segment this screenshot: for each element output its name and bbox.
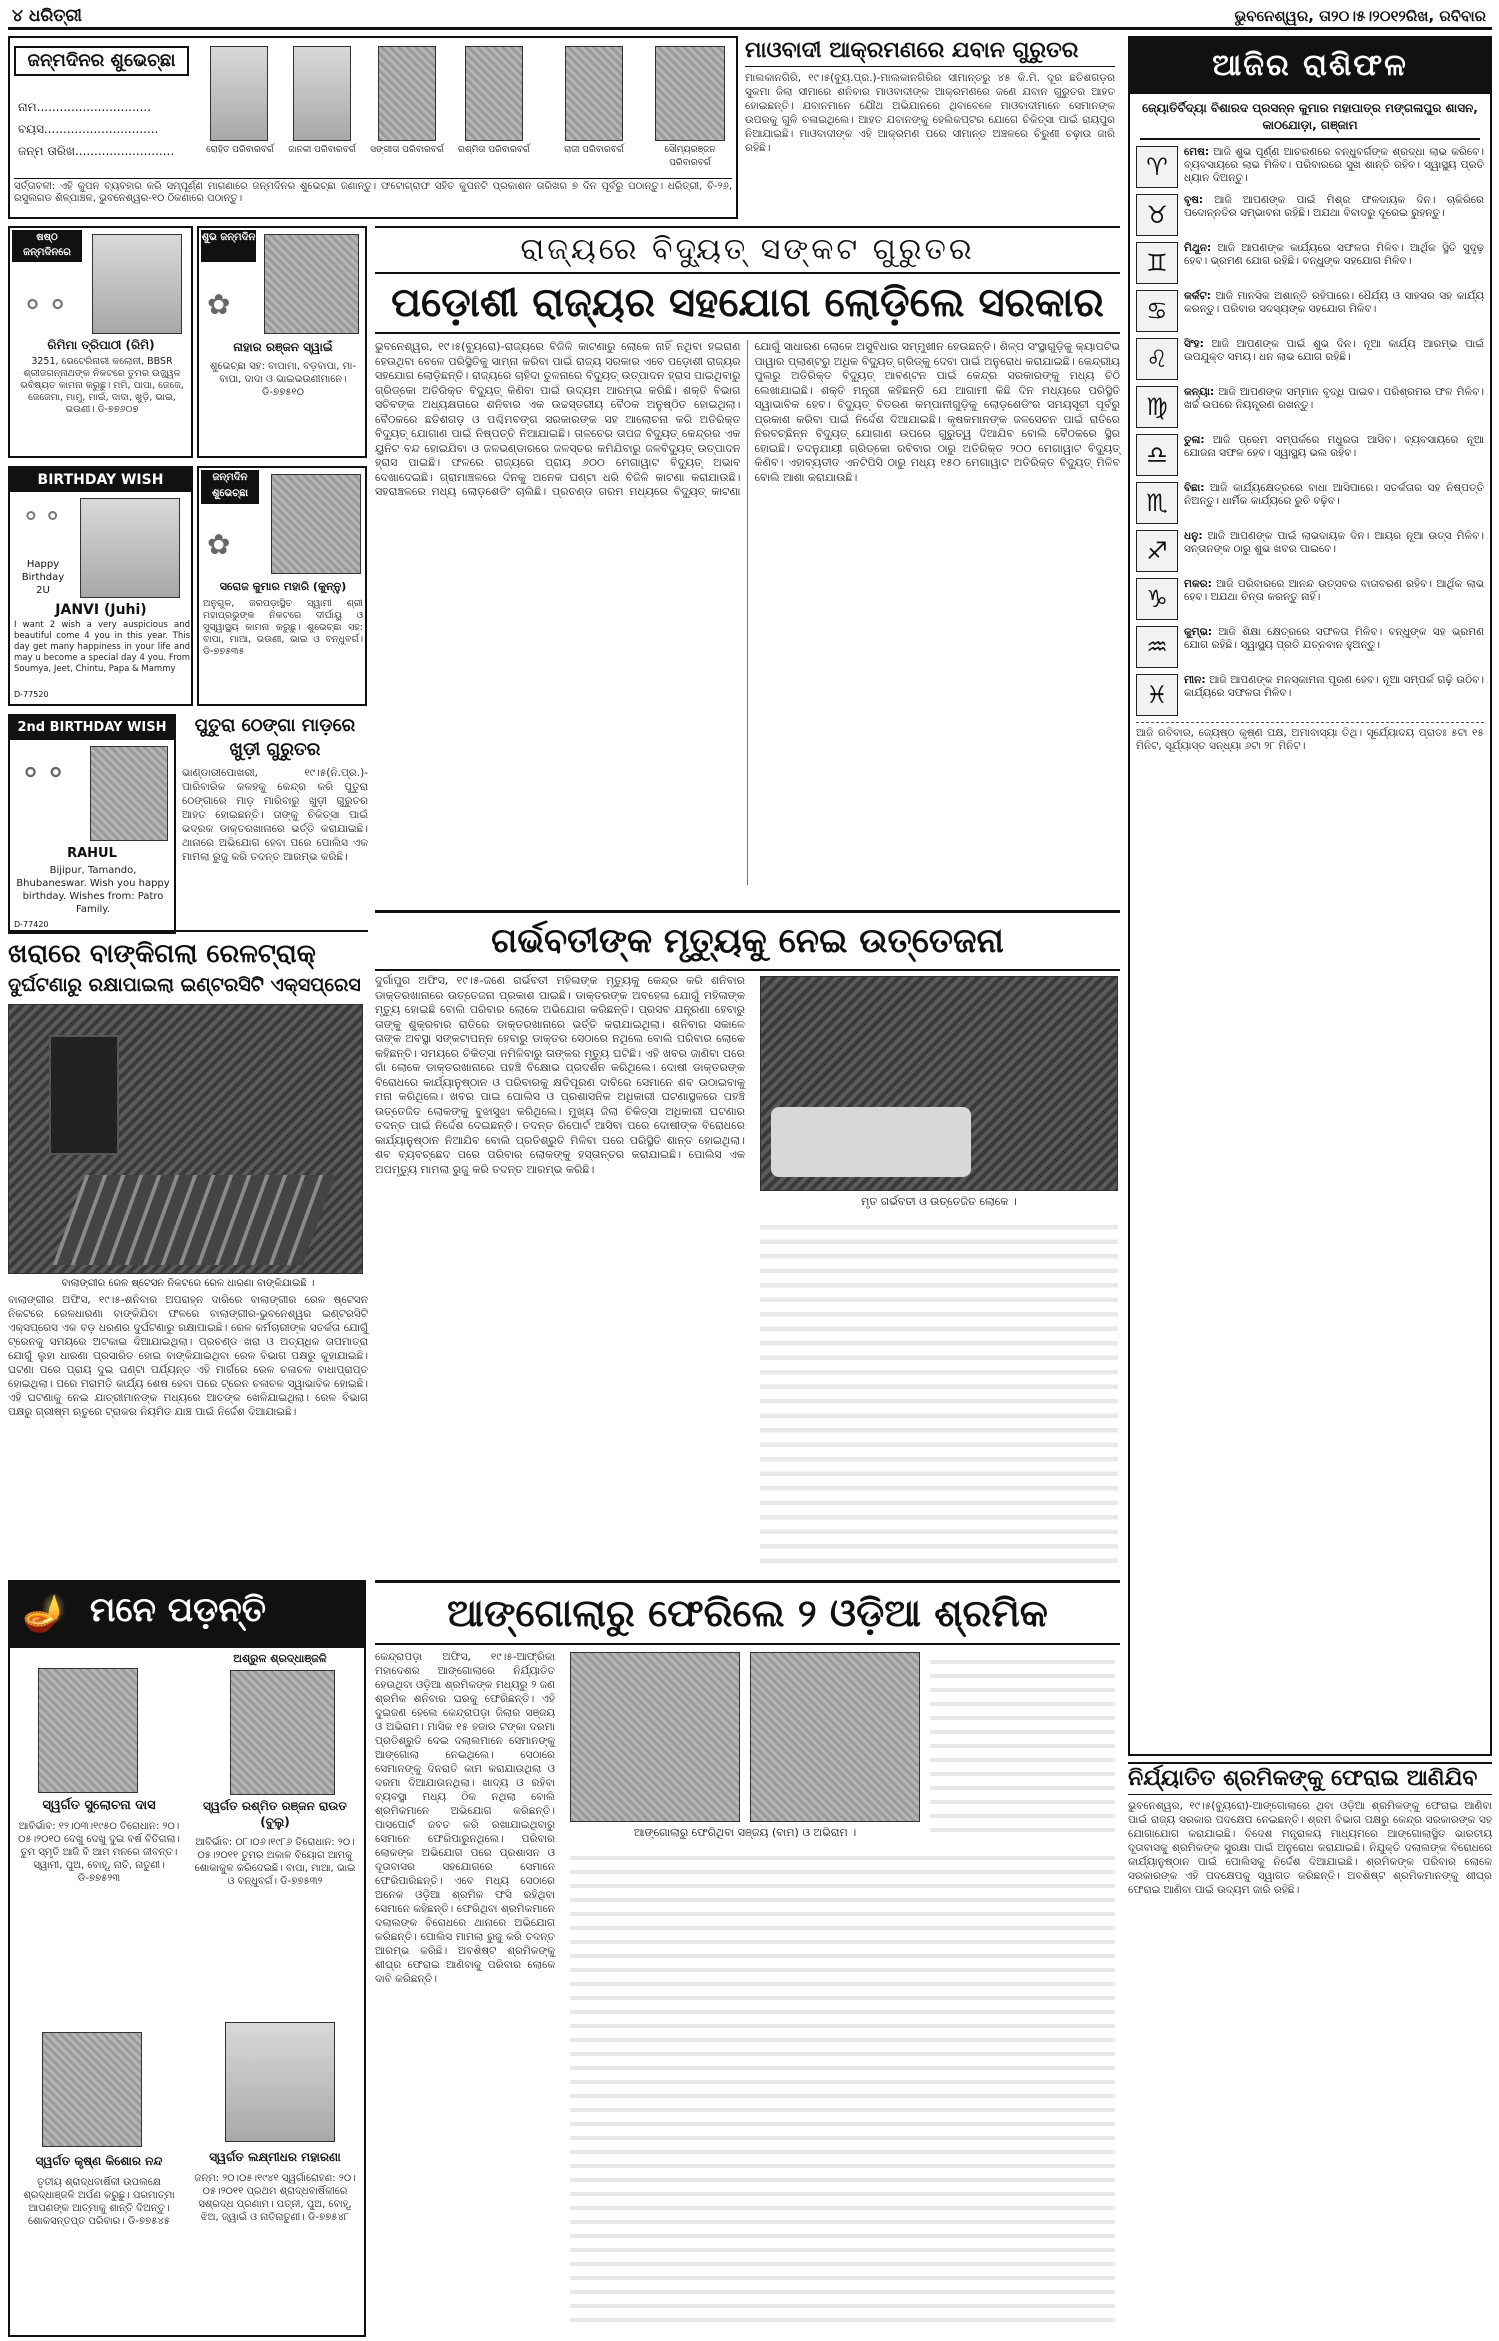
- workers-headline: ନିର୍ଯ୍ୟାତିତ ଶ୍ରମିକଙ୍କୁ ଫେରାଇ ଆଣିଯିବ: [1128, 1762, 1492, 1795]
- sign-name: ଧନୁ:: [1184, 530, 1203, 542]
- ad-name: ରିମିମା ତ୍ରିପାଠୀ (ରିମି): [47, 338, 155, 352]
- coupon-caption: ସୌମ୍ୟରଞ୍ଜନ ପରିବାରବର୍ଗ: [664, 145, 716, 168]
- sagittarius-icon: ♐: [1136, 530, 1178, 572]
- sign-name: କର୍କଟ:: [1184, 290, 1211, 302]
- rail-subheadline: ଦୁର୍ଘଟଣାରୁ ରକ୍ଷାପାଇଲା ଇଣ୍ଟରସିଟି ଏକ୍ସପ୍ରେସ: [8, 974, 361, 996]
- memorial-label: ଅଶ୍ରୁଳ ଶ୍ରଦ୍ଧାଞ୍ଜଳି: [233, 1652, 327, 1665]
- ad-janvi: [8, 466, 193, 706]
- angola-photo-caption: ଆଙ୍ଗୋଲାରୁ ଫେରିଥିବା ସଞ୍ଜୟ (ବାମ) ଓ ଅଭିରାମ ।: [633, 1826, 857, 1839]
- capricorn-icon: ♑: [1136, 578, 1178, 620]
- memorial-name: ସ୍ୱର୍ଗତ ସୁଲୋଚନା ଦାସ: [42, 1798, 156, 1813]
- sign-name: ମେଷ:: [1184, 146, 1210, 158]
- sign-name: ତୁଳା:: [1184, 434, 1205, 446]
- coupon-photo: [565, 46, 623, 141]
- ad-title: 2nd BIRTHDAY WISH: [10, 716, 174, 740]
- balloons-icon: ⚬⚬: [20, 288, 71, 323]
- angola-headline: ଆଙ୍ଗୋଲାରୁ ଫେରିଲେ ୨ ଓଡ଼ିଆ ଶ୍ରମିକ: [375, 1580, 1120, 1645]
- virgo-icon: ♍: [1136, 386, 1178, 428]
- sign-libra: [1136, 434, 1484, 476]
- page-label: ୪ ଧରିତ୍ରୀ: [12, 6, 82, 26]
- rail-body: ବାଲାଙ୍ଗୀର ଅଫିସ, ୧୯।୫-ଶନିବାର ଅପରାହ୍ନ ଦାରିରେ ବାଲାଙ୍ଗୀର ରେଳ ଷ୍ଟେସନ ନିକଟରେ ରେଳଧାରଣା ବାଙ୍କିଯିବା ଫଳରେ ବାଲାଙ୍ଗୀର-ଭୁବନେଶ୍ୱର ଇଣ୍ଟରସିଟି ଏକ୍ସପ୍ରେସ ଏକ ବଡ଼ ଧରଣର ଦୁର୍ଘଟଣାରୁ ରକ୍ଷାପାଇଛି। ରେଳ କର୍ମଚାରୀଙ୍କ ସତର୍କତା ଯୋଗୁଁ ଟ୍ରେନକୁ ସମୟରେ ଅଟକାଇ ଦିଆଯାଇଥିଲା। ପ୍ରଚଣ୍ଡ ଖରା ଓ ଅତ୍ୟଧିକ ତାପମାତ୍ରା ଯୋଗୁଁ ଲୁହା ଧାରଣା ପ୍ରସାରିତ ହୋଇ ବାଙ୍କିଯାଇଥିବା ରେଳ ବିଭାଗ ପକ୍ଷରୁ କୁହାଯାଇଛି। ଘଟଣା ପରେ ପ୍ରାୟ ଦୁଇ ଘଣ୍ଟା ପର୍ଯ୍ୟନ୍ତ ଏହି ମାର୍ଗରେ ରେଳ ଚଳାଚଳ ବାଧାପ୍ରାପ୍ତ ହୋଇଥିଲା। ପରେ ମରାମତି କାର୍ଯ୍ୟ ଶେଷ ହେବା ପରେ ଟ୍ରେନ ଚଳାଚଳ ସ୍ୱାଭାବିକ ହୋଇଛି। ଏହି ଘଟଣାକୁ ନେଇ ଯାତ୍ରୀମାନଙ୍କ ମଧ୍ୟରେ ଆତଙ୍କ ଖେଳିଯାଇଥିଲା। ରେଳ ବିଭାଗ ପକ୍ଷରୁ ଗ୍ରୀଷ୍ମ ଋତୁରେ ଟ୍ରାକର ନିୟମିତ ଯାଞ୍ଚ ପାଇଁ ନିର୍ଦ୍ଦେଶ ଦିଆଯାଇଛି।: [8, 1294, 368, 1418]
- ad-photo: [264, 234, 359, 334]
- horoscope-title: ଆଜିର ରାଶିଫଳ: [1130, 38, 1490, 94]
- coupon-photo: [293, 46, 351, 141]
- angola-body-right: [930, 1650, 1115, 1840]
- maoist-story: [745, 36, 1115, 226]
- angola-photo-left: [570, 1652, 740, 1822]
- sign-text: ଆଜି ପରିବାରରେ ଆନନ୍ଦ ଉତ୍ସବର ବାତାବରଣ ରହିବ। ଆର୍ଥିକ ଲାଭ ହେବ। ଅଯଥା ଚିନ୍ତା କରନ୍ତୁ ନାହିଁ।: [1184, 578, 1484, 603]
- rail-photo-caption: ବାଲାଙ୍ଗୀର ରେଳ ଷ୍ଟେସନ ନିକଟରେ ରେଳ ଧାରଣା ବାଙ୍କିଯାଇଛି ।: [61, 1278, 315, 1289]
- sign-text: ଆଜି ଶିକ୍ଷା କ୍ଷେତ୍ରରେ ସଫଳତା ମିଳିବ। ବନ୍ଧୁଙ୍କ ସହ ଭ୍ରମଣ ଯୋଗ ରହିଛି। ସ୍ୱାସ୍ଥ୍ୟ ପ୍ରତି ଯତ୍ନବାନ ହୁଅନ୍ତୁ।: [1184, 626, 1485, 651]
- coupon-form[interactable]: [18, 96, 193, 162]
- angola-story: [375, 1580, 1120, 2337]
- memorial-name: ସ୍ୱର୍ଗତ କୃଷ୍ଣ କିଶୋର ନନ୍ଦ: [35, 2154, 163, 2168]
- rail-story: [8, 930, 368, 1570]
- coupon-caption: ସଙ୍ଗୀତା ପରିବାରବର୍ଗ: [370, 145, 444, 155]
- ad-subtitle: Happy Birthday 2U: [21, 559, 65, 596]
- sign-text: ଆଜି ମାନସିକ ଅଶାନ୍ତି ରହିପାରେ। ଧୈର୍ଯ୍ୟ ଓ ସାହସର ସହ କାର୍ଯ୍ୟ କରନ୍ତୁ। ପରିବାର ସଦସ୍ୟଙ୍କ ସହଯୋଗ ମିଳିବ।: [1184, 290, 1484, 315]
- sign-name: ମୀନ:: [1184, 674, 1206, 686]
- memorial-photo: [225, 2022, 335, 2142]
- lamp-icon: 🪔: [22, 1593, 67, 1634]
- workers-story: [1128, 1762, 1492, 2337]
- memorial-text: ଜନ୍ମ: ୨୦।୦୫।୧୯୪୧ ସ୍ୱର୍ଗାରୋହଣ: ୨୦।୦୫।୨୦୧୧ ପ୍ରଥମ ଶ୍ରାଦ୍ଧବାର୍ଷିକୀରେ ସଶ୍ରଦ୍ଧ ପ୍ରଣାମ। ପତ୍ନୀ, ପୁଅ, ବୋହୂ, ଝିଅ, ଜ୍ୱାଇଁ ଓ ନାତିନାତୁଣୀ। ଡି-୭୭୫୪୮: [194, 2173, 356, 2223]
- ad-title: ଜନ୍ମଦିନ ଶୁଭେଚ୍ଛା: [201, 470, 259, 504]
- ad-saroj: [197, 466, 367, 706]
- sign-name: ବୃଷ:: [1184, 194, 1204, 206]
- sign-text: ଆଜି ଆପଣଙ୍କ ସମ୍ମାନ ବୃଦ୍ଧି ପାଇବ। ପରିଶ୍ରମର ଫଳ ମିଳିବ। ଖର୍ଚ୍ଚ ଉପରେ ନିୟନ୍ତ୍ରଣ ରଖନ୍ତୁ।: [1184, 386, 1484, 411]
- ad-name: RAHUL: [67, 846, 117, 861]
- pisces-icon: ♓: [1136, 674, 1178, 716]
- memorial-section: [8, 1580, 366, 2337]
- balloons-icon: ⚬⚬: [18, 756, 69, 791]
- ad-photo: [80, 498, 180, 598]
- ad-name: ସରୋଜ କୁମାର ମହାରି (କୁନ୍ନୁ): [219, 580, 347, 593]
- sign-name: କୁମ୍ଭ:: [1184, 626, 1213, 638]
- memorial-name: ସ୍ୱର୍ଗତ ଲକ୍ଷ୍ମୀଧର ମହାରଣା: [209, 2150, 341, 2164]
- angola-body-lower: [570, 1846, 1115, 2330]
- aries-icon: ♈: [1136, 146, 1178, 188]
- maoist-body: ମାଲକାନଗିରି, ୧୯।୫(ବ୍ୟୁ.ପ୍ର.)-ମାଲକାନଗିରିର ସୀମାନ୍ତରୁ ୪୫ କି.ମି. ଦୂର ଛତିଶଗଡ଼ର ସୁକମା ଜିଲା ସୀମାରେ ଶନିବାର ମାଓବାଦୀଙ୍କ ଆକ୍ରମଣରେ ଜଣେ ଯବାନ ଗୁରୁତର ଆହତ ହୋଇଛନ୍ତି। ଯବାନମାନେ ଯୌଥ ଅଭିଯାନରେ ଥିବାବେଳେ ମାଓବାଦୀମାନେ ସେମାନଙ୍କ ଉପରକୁ ଗୁଳି ଚଳାଇଥିଲେ। ଆହତ ଯବାନଙ୍କୁ ହେଲିକପ୍ଟର ଯୋଗେ ଚିକିତ୍ସା ପାଇଁ ରାୟପୁର ନିଆଯାଇଛି। ମାଓବାଦୀଙ୍କ ଏହି ଆକ୍ରମଣ ପରେ ସୀମାନ୍ତ ଅଞ୍ଚଳରେ ଚିରୁଣୀ ଚଢ଼ାଉ ଜାରି ରହିଛି।: [745, 72, 1115, 154]
- horoscope-byline: ଜ୍ୟୋତିର୍ବିଦ୍ୟା ବିଶାରଦ ପ୍ରସନ୍ନ କୁମାର ମହାପାତ୍ର ମଙ୍ଗଳାପୁର ଶାସନ, କାଠଯୋଡ଼ା, ଗଞ୍ଜାମ: [1140, 100, 1480, 140]
- ad-title: ଶୁଭ ଜନ୍ମଦିନ: [201, 230, 256, 262]
- coupon-caption: ରାଜୀ ପରିବାରବର୍ଗ: [564, 145, 624, 155]
- sign-name: ମିଥୁନ:: [1184, 242, 1212, 254]
- train-icon: [49, 1035, 119, 1155]
- sign-aries: [1136, 146, 1484, 188]
- sign-pisces: [1136, 674, 1484, 716]
- memorial-text: ତୃତୀୟ ଶ୍ରାଦ୍ଧବାର୍ଷିକୀ ଉପଲକ୍ଷେ ଶ୍ରଦ୍ଧାଞ୍ଜଳି ଅର୍ପଣ କରୁଛୁ। ପରମାତ୍ମା ଆପଣଙ୍କ ଆତ୍ମାକୁ ଶାନ୍ତି ଦିଅନ୍ତୁ। ଶୋକସନ୍ତପ୍ତ ପରିବାର। ଡି-୭୭୫୪୫: [23, 2177, 175, 2227]
- taurus-icon: ♉: [1136, 194, 1178, 236]
- libra-icon: ♎: [1136, 434, 1178, 476]
- story-headline: ପୁତୁରା ଠେଙ୍ଗା ମାଡ଼ରେ ଖୁଡ଼ୀ ଗୁରୁତର: [194, 715, 356, 760]
- lead-story: [375, 226, 1120, 896]
- lead-body: ଭୁବନେଶ୍ୱର, ୧୯।୫(ବ୍ୟୁରୋ)-ରାଜ୍ୟରେ ବିଜିଳି କାଟଣାରୁ ଲୋକେ ନାହିଁ ନଥିବା ହଇରାଣ ହେଉଥିବା ବେଳେ ପରିସ୍ଥିତିକୁ ସାମ୍ନା କରିବା ପାଇଁ ରାଜ୍ୟ ସରକାର ଏବେ ପଡ଼ୋଶୀ ରାଜ୍ୟର ସହଯୋଗ ଲୋଡ଼ିଛନ୍ତି। ରାଜ୍ୟରେ ଚାହିଦା ତୁଳନାରେ ବିଦ୍ୟୁତ୍ ଉତ୍ପାଦନ ହ୍ରାସ ପାଇଥିବାରୁ ଗ୍ରିଡ୍କୋ ଅତିରିକ୍ତ ବିଦ୍ୟୁତ୍ କିଣିବା ପାଇଁ ଉଦ୍ୟମ ଆରମ୍ଭ କରିଛି। ଶକ୍ତି ବିଭାଗ ସଚିବଙ୍କ ଅଧ୍ୟକ୍ଷତାରେ ଶନିବାର ଏକ ଉଚ୍ଚସ୍ତରୀୟ ବୈଠକ ଅନୁଷ୍ଠିତ ହୋଇଥିଲା। ବୈଠକରେ ଛତିଶଗଡ଼ ଓ ପଶ୍ଚିମବଙ୍ଗ ସରକାରଙ୍କ ସହ ଆଲୋଚନା କରି ଅତିରିକ୍ତ ବିଦ୍ୟୁତ୍ ଯୋଗାଣ ପାଇଁ ନିଷ୍ପତ୍ତି ନିଆଯାଇଛି। ତାଳଚେର ତାପଜ ବିଦ୍ୟୁତ୍ କେନ୍ଦ୍ରର ଏକ ୟୁନିଟ ବନ୍ଦ ହୋଇଯିବା ଓ ଜଳଭଣ୍ଡାରରେ ଜଳସ୍ତର କମିଯିବାରୁ ଜଳବିଦ୍ୟୁତ୍ ଉତ୍ପାଦନ ହ୍ରାସ ପାଇଛି। ଫଳରେ ରାଜ୍ୟରେ ପ୍ରାୟ ୬୦୦ ମେଗାୱାଟ ବିଦ୍ୟୁତ୍ ଅଭାବ ଦେଖାଦେଇଛି। ଗ୍ରାମାଞ୍ଚଳରେ ଦିନକୁ ଅନେକ ଘଣ୍ଟା ଧରି ବିଜିଳି କାଟଣା କରାଯାଉଛି। ସହରାଞ୍ଚଳରେ ମଧ୍ୟ ଲୋଡ଼ଶେଡିଂ ଚାଲିଛି। ପ୍ରଚଣ୍ଡ ଗରମ ମଧ୍ୟରେ ବିଦ୍ୟୁତ୍ କାଟଣା ଯୋଗୁଁ ସାଧାରଣ ଲୋକେ ଅସୁବିଧାର ସମ୍ମୁଖୀନ ହେଉଛନ୍ତି। ଶିଳ୍ପ ସଂସ୍ଥାଗୁଡ଼ିକୁ କ୍ୟାପଟିଭ ପାୱାର ପ୍ଲାଣ୍ଟରୁ ଅଧିକ ବିଦ୍ୟୁତ୍ ଗ୍ରିଡ୍କୁ ଦେବା ପାଇଁ ଅନୁରୋଧ କରାଯାଇଛି। କେନ୍ଦ୍ରୀୟ ପୁଲରୁ ଅତିରିକ୍ତ ବିଦ୍ୟୁତ୍ ଆବଣ୍ଟନ ପାଇଁ କେନ୍ଦ୍ର ସରକାରଙ୍କୁ ମଧ୍ୟ ଚିଠି ଲେଖାଯାଇଛି। ଶକ୍ତି ମନ୍ତ୍ରୀ କହିଛନ୍ତି ଯେ ଆଗାମୀ କିଛି ଦିନ ମଧ୍ୟରେ ପରିସ୍ଥିତି ସ୍ୱାଭାବିକ ହେବ। ବିଦ୍ୟୁତ୍ ବିତରଣ କମ୍ପାନୀଗୁଡ଼ିକୁ ଲୋଡ଼ଶେଡିଂର ସମୟସୂଚୀ ପୂର୍ବରୁ ପ୍ରକାଶ କରିବା ପାଇଁ ନିର୍ଦ୍ଦେଶ ଦିଆଯାଇଛି। କୃଷକମାନଙ୍କ ଜଳସେଚନ ପାଇଁ ରାତିରେ ନିରବଚ୍ଛିନ୍ନ ବିଦ୍ୟୁତ୍ ଯୋଗାଣ ଉପରେ ଗୁରୁତ୍ୱ ଦିଆଯିବ ବୋଲି ବୈଠକରେ ସ୍ଥିର ହୋଇଛି। ତଦନୁଯାୟୀ ଗ୍ରିଡ୍କୋ ରବିବାର ଠାରୁ ଅତିରିକ୍ତ ୨୦୦ ମେଗାୱାଟ ବିଦ୍ୟୁତ୍ କିଣିବ। ଏହାବ୍ୟତୀତ ଏନଟିପିସି ଠାରୁ ମଧ୍ୟ ୧୫୦ ମେଗାୱାଟ ଅତିରିକ୍ତ ବିଦ୍ୟୁତ୍ ମିଳିବ ବୋଲି ଆଶା କରାଯାଉଛି।: [375, 340, 1120, 498]
- sign-aquarius: [1136, 626, 1484, 668]
- memorial-text: ଆବିର୍ଭାବ: ୧୨।୦୩।୧୯୫୦ ତିରୋଧାନ: ୨୦।୦୫।୨୦୧୦ ଦେଖୁ ଦେଖୁ ଦୁଇ ବର୍ଷ ବିତିଗଲା। ତୁମ ସ୍ମୃତି ଆଜି ବି ଆମ ମନରେ ଜୀବନ୍ତ। ସ୍ୱାମୀ, ପୁଅ, ବୋହୂ, ନାତି, ନାତୁଣୀ। ଡି-୭୭୫୨୩: [18, 1821, 180, 1884]
- ad-text: Bijipur, Tamando, Bhubaneswar. Wish you happy birthday. Wishes from: Patro Family.: [16, 865, 170, 915]
- page-header: [8, 4, 1492, 30]
- sign-text: ଆଜି କାର୍ଯ୍ୟକ୍ଷେତ୍ରରେ ବାଧା ଆସିପାରେ। ସତର୍କତାର ସହ ନିଷ୍ପତ୍ତି ନିଅନ୍ତୁ। ଧାର୍ମିକ କାର୍ଯ୍ୟରେ ରୁଚି ବଢ଼ିବ।: [1184, 482, 1484, 507]
- coupon-form-dob[interactable]: ଜନ୍ମ ତାରିଖ..........................: [18, 144, 175, 158]
- ad-text: 3251, ଭେଟେରିନାରୀ କଲୋନୀ, BBSR ଶ୍ରୀଜଗନ୍ନାଥଙ୍କ ନିକଟରେ ତୁମର ଉଜ୍ଜ୍ୱଳ ଭବିଷ୍ୟତ କାମନା କରୁଛୁ। ମମି, ପାପା, ଜେଜେ, ଜେଜେମା, ମାମୁ, ମାଇଁ, ଦାଦା, ଖୁଡ଼ି, ଭାଇ, ଭଉଣୀ। ଡି-୭୭୬୦୭: [20, 356, 184, 415]
- ad-title: BIRTHDAY WISH: [10, 468, 191, 492]
- maternal-body-right: [760, 1215, 1118, 1565]
- divider: [1136, 722, 1484, 723]
- coupon-title: ଜନ୍ମଦିନର ଶୁଭେଚ୍ଛା: [14, 46, 189, 76]
- maternal-body-left: ଦୁର୍ଗାପୁର ଅଫିସ, ୧୯।୫-ଜଣେ ଗର୍ଭବତୀ ମହିଳାଙ୍କ ମୃତ୍ୟୁକୁ କେନ୍ଦ୍ର କରି ଶନିବାର ଡାକ୍ତରଖାନାରେ ଉତ୍ତେଜନା ପ୍ରକାଶ ପାଇଛି। ଡାକ୍ତରଙ୍କ ଅବହେଳା ଯୋଗୁଁ ମହିଳାଙ୍କ ମୃତ୍ୟୁ ହୋଇଛି ବୋଲି ପରିବାର ଲୋକେ ଅଭିଯୋଗ କରିଛନ୍ତି। ପ୍ରସବ ଯନ୍ତ୍ରଣା ହେବାରୁ ତାଙ୍କୁ ଶୁକ୍ରବାର ରାତିରେ ଡାକ୍ତରଖାନାରେ ଭର୍ତ୍ତି କରାଯାଇଥିଲା। ଶନିବାର ସକାଳେ ତାଙ୍କ ଅବସ୍ଥା ସଙ୍କଟାପନ୍ନ ହେବାରୁ ଡାକ୍ତର ସେଠାରେ ନଥିଲେ ବୋଲି ପରିବାର ଲୋକେ କହିଛନ୍ତି। ସମୟରେ ଚିକିତ୍ସା ନମିଳିବାରୁ ତାଙ୍କର ମୃତ୍ୟୁ ଘଟିଛି। ଏହି ଖବର ଜାଣିବା ପରେ ଗାଁ ଲୋକେ ଡାକ୍ତରଖାନାରେ ପହଞ୍ଚି ବିକ୍ଷୋଭ ପ୍ରଦର୍ଶନ କରିଥିଲେ। ଦୋଷୀ ଡାକ୍ତରଙ୍କ ବିରୋଧରେ କାର୍ଯ୍ୟାନୁଷ୍ଠାନ ଓ ପରିବାରକୁ କ୍ଷତିପୂରଣ ଦାବିରେ ସେମାନେ ଶବ ଉଠାଇବାକୁ ମନା କରିଥିଲେ। ଖବର ପାଇ ପୋଲିସ ଓ ପ୍ରଶାସନିକ ଅଧିକାରୀ ଘଟଣାସ୍ଥଳରେ ପହଞ୍ଚି ଉତ୍ତେଜିତ ଲୋକଙ୍କୁ ବୁଝାସୁଝା କରିଥିଲେ। ମୁଖ୍ୟ ଜିଲା ଚିକିତ୍ସା ଅଧିକାରୀ ଘଟଣାର ତଦନ୍ତ ପାଇଁ ନିର୍ଦ୍ଦେଶ ଦେଇଛନ୍ତି। ତଦନ୍ତ ରିପୋର୍ଟ ଆସିବା ପରେ ଦୋଷୀଙ୍କ ବିରୋଧରେ କାର୍ଯ୍ୟାନୁଷ୍ଠାନ ନିଆଯିବ ବୋଲି ପ୍ରତିଶ୍ରୁତି ମିଳିବା ପରେ ପରିସ୍ଥିତି ଶାନ୍ତ ହୋଇଥିଲା। ଶବ ବ୍ୟବଚ୍ଛେଦ ପରେ ପରିବାର ଲୋକଙ୍କୁ ହସ୍ତାନ୍ତର କରାଯାଇଛି। ପୋଲିସ ଏକ ଅପମୃତ୍ୟୁ ମାମଲା ରୁଜୁ କରି ତଦନ୍ତ ଆରମ୍ଭ କରିଛି।: [375, 974, 745, 1176]
- flowers-icon: ✿: [207, 288, 231, 321]
- sign-text: ଆଜି ଆପଣଙ୍କ ପାଇଁ ଶୁଭ ଦିନ। ନୂଆ କାର୍ଯ୍ୟ ଆରମ୍ଭ ପାଇଁ ଉପଯୁକ୍ତ ସମୟ। ଧନ ଲାଭ ଯୋଗ ରହିଛି।: [1184, 338, 1484, 363]
- coupon-terms: ସର୍ତ୍ତାବଳୀ: ଏହି କୁପନ ବ୍ୟବହାର କରି ସମ୍ପୂର୍ଣ୍ଣ ମାଗଣାରେ ଜନ୍ମଦିନର ଶୁଭେଚ୍ଛା ଜଣାନ୍ତୁ। ଫଟୋଗ୍ରାଫ ସହିତ କୁପନଟି ପ୍ରକାଶନ ତାରିଖର ୭ ଦିନ ପୂର୍ବରୁ ପଠାନ୍ତୁ। ଧରିତ୍ରୀ, ବି-୨୬, ରସୁଲଗଡ ଶିଳ୍ପାଞ୍ଚଳ, ଭୁବନେଶ୍ୱର-୧୦ ଠିକଣାରେ ପଠାନ୍ତୁ।: [14, 178, 732, 216]
- sign-text: ଆଜି ଆପଣଙ୍କ ମନସ୍କାମନା ପୂରଣ ହେବ। ନୂଆ ସମ୍ପର୍କ ଗଢ଼ି ଉଠିବ। କାର୍ଯ୍ୟରେ ସଫଳତା ମିଳିବ।: [1184, 674, 1484, 699]
- ad-nahar: [197, 226, 367, 458]
- horoscope-list: [1136, 146, 1484, 1676]
- sign-taurus: [1136, 194, 1484, 236]
- sign-name: ସିଂହ:: [1184, 338, 1204, 350]
- memorial-name: ସ୍ୱର୍ଗତ ରଶ୍ମିତ ରଞ୍ଜନ ରାଉତ (ବୁଲୁ): [203, 1799, 347, 1829]
- coupon-photo: [465, 46, 523, 141]
- sign-gemini: [1136, 242, 1484, 284]
- memorial-photo: [230, 1670, 335, 1795]
- ad-text: I want 2 wish a very auspicious and beautiful come 4 you in this year. This day get many happiness in your life and may u become a special day 4 you. From Soumya, Jeet, Chintu, Papa & Mammy: [14, 620, 190, 674]
- ad-photo: [92, 234, 182, 334]
- memorial-title: ମନେ ପଡ଼ନ୍ତି: [90, 1590, 267, 1630]
- coupon-caption: ଜାନକୀ ପରିବାରବର୍ଗ: [288, 145, 356, 155]
- sign-text: ଆଜି ଆପଣଙ୍କ କାର୍ଯ୍ୟରେ ସଫଳତା ମିଳିବ। ଆର୍ଥିକ ସ୍ଥିତି ସୁଦୃଢ଼ ହେବ। ଭ୍ରମଣ ଯୋଗ ରହିଛି। ବନ୍ଧୁଙ୍କ ସହଯୋଗ ମିଳିବ।: [1184, 242, 1484, 267]
- ad-name: ନାହାର ରଞ୍ଜନ ସ୍ୱାଇଁ: [233, 340, 333, 354]
- coupon-photo: [210, 46, 268, 141]
- sign-name: କନ୍ୟା:: [1184, 386, 1215, 398]
- coupon-caption: ରୋହିତ ପରିବାରବର୍ଗ: [206, 145, 274, 155]
- ad-text: ଶୁଭେଚ୍ଛା ସହ: ବାପାମା, ବଡ଼ବାପା, ମା-ବାପା, ଦାଦା ଓ ଭାଇଭଉଣୀମାନେ। ଡି-୭୭୫୧୦: [210, 361, 356, 398]
- memorial-title-bar: [10, 1582, 364, 1648]
- maternal-photo-caption: ମୃତ ଗର୍ଭବତୀ ଓ ଉତ୍ତେଜିତ ଲୋକେ ।: [861, 1195, 1017, 1208]
- sign-sagittarius: [1136, 530, 1484, 572]
- horoscope-panel: [1128, 36, 1492, 1756]
- memorial-photo: [42, 2032, 142, 2147]
- gemini-icon: ♊: [1136, 242, 1178, 284]
- memorial-text: ଆବିର୍ଭାବ: ୦୮।୦୬।୧୯୮୬ ତିରୋଧାନ: ୨୦।୦୫।୨୦୧୧ ତୁମର ଅକାଳ ବିୟୋଗ ଆମକୁ ଶୋକାକୁଳ କରିଦେଇଛି। ବାପା, ମାଆ, ଭାଇ ଓ ବନ୍ଧୁବର୍ଗ। ଡି-୭୭୫୩୨: [194, 1837, 356, 1887]
- sign-cancer: [1136, 290, 1484, 332]
- cancer-icon: ♋: [1136, 290, 1178, 332]
- rail-headline: ଖରାରେ ବାଙ୍କିଗଲା ରେଳଟ୍ରାକ୍: [8, 939, 316, 969]
- ad-rimi: [8, 226, 193, 458]
- ad-text: ଅନୁଗୁଳ, ଜରପଡ଼ାସ୍ଥିତ ସ୍ୱାମୀ ଶ୍ରୀ ମହାପ୍ରଭୁଙ୍କ ନିକଟରେ ଦୀର୍ଘାୟୁ ଓ ସୁସ୍ୱାସ୍ଥ୍ୟ କାମନା କରୁଛୁ। ଶୁଭେଚ୍ଛା ସହ: ବାପା, ମାଆ, ଭଉଣୀ, ଭାଇ ଓ ବନ୍ଧୁବର୍ଗ। ଡି-୭୭୫୩୫: [203, 598, 363, 657]
- dateline: ଭୁବନେଶ୍ୱର, ତା୨୦।୫।୨୦୧୨ରିଖ, ରବିବାର: [1234, 7, 1486, 25]
- ad-rahul: [8, 714, 176, 934]
- sign-name: ବିଛା:: [1184, 482, 1205, 494]
- lead-kicker: ରାଜ୍ୟରେ ବିଦ୍ୟୁତ୍ ସଙ୍କଟ ଗୁରୁତର: [375, 226, 1120, 272]
- ad-name: JANVI (Juhi): [55, 602, 147, 618]
- coupon-photo: [378, 46, 436, 141]
- lead-headline: ପଡ଼ୋଶୀ ରାଜ୍ୟର ସହଯୋଗ ଲୋଡ଼ିଲେ ସରକାର: [375, 272, 1120, 334]
- rail-photo: [8, 1004, 363, 1274]
- coupon-caption: ରଶ୍ମିତା ପରିବାରବର୍ଗ: [458, 145, 530, 155]
- maternal-photo: [760, 976, 1118, 1191]
- coupon-photo: [655, 46, 725, 141]
- story-body: ଭାଣ୍ଡାରୀପୋଖରୀ, ୧୯।୫(ନି.ପ୍ର.)-ପାରିବାରିକ କଳହକୁ କେନ୍ଦ୍ର କରି ପୁତୁରା ଠେଙ୍ଗାରେ ମାଡ଼ ମାରିବାରୁ ଖୁଡ଼ୀ ଗୁରୁତର ଆହତ ହୋଇଛନ୍ତି। ତାଙ୍କୁ ଚିକିତ୍ସା ପାଇଁ ଭଦ୍ରକ ଡାକ୍ତରଖାନାରେ ଭର୍ତ୍ତି କରାଯାଇଛି। ଥାନାରେ ଅଭିଯୋଗ ହେବା ପରେ ପୋଲିସ ଏକ ମାମଲା ରୁଜୁ କରି ତଦନ୍ତ ଆରମ୍ଭ କରିଛି।: [182, 767, 368, 863]
- coupon-form-name[interactable]: ନାମ..............................: [18, 100, 152, 114]
- sign-text: ଆଜି ଶୁଭ ପୂର୍ଣ୍ଣ ଆଚରଣରେ ବନ୍ଧୁବର୍ଗଙ୍କ ଶ୍ରଦ୍ଧା ଲାଭ କରିବେ। ବ୍ୟବସାୟରେ ଲାଭ ମିଳିବ। ପରିବାରରେ ସୁଖ ଶାନ୍ତି ରହିବ। ସ୍ୱାସ୍ଥ୍ୟ ପ୍ରତି ଧ୍ୟାନ ଦିଅନ୍ତୁ।: [1184, 146, 1484, 184]
- ad-photo: [271, 474, 361, 574]
- ad-title: ଷଷ୍ଠ ଜନ୍ମଦିନରେ ଶୁଭେଚ୍ଛା: [12, 230, 82, 262]
- sign-text: ଆଜି ପ୍ରେମ ସମ୍ପର୍କରେ ମଧୁରତା ଆସିବ। ବ୍ୟବସାୟରେ ନୂଆ ଯୋଜନା ସଫଳ ହେବ। ସ୍ୱାସ୍ଥ୍ୟ ଭଲ ରହିବ।: [1184, 434, 1484, 459]
- angola-photo-right: [750, 1652, 920, 1822]
- sign-scorpio: [1136, 482, 1484, 524]
- aquarius-icon: ♒: [1136, 626, 1178, 668]
- sign-text: ଆଜି ଆପଣଙ୍କ ପାଇଁ ଲାଭଦାୟକ ଦିନ। ଆୟର ନୂଆ ଉତ୍ସ ମିଳିବ। ସନ୍ତାନଙ୍କ ଠାରୁ ଶୁଭ ଖବର ପାଇବେ।: [1184, 530, 1484, 555]
- small-story: [182, 714, 368, 949]
- track-shape: [53, 1175, 336, 1265]
- workers-body: ଭୁବନେଶ୍ୱର, ୧୯।୫(ବ୍ୟୁରୋ)-ଆଙ୍ଗୋଲାରେ ଥିବା ଓଡ଼ିଆ ଶ୍ରମିକଙ୍କୁ ଫେରାଇ ଆଣିବା ପାଇଁ ରାଜ୍ୟ ସରକାର ପଦକ୍ଷେପ ନେଇଛନ୍ତି। ଶ୍ରମ ବିଭାଗ ପକ୍ଷରୁ କେନ୍ଦ୍ର ସରକାରଙ୍କ ସହ ଯୋଗାଯୋଗ କରାଯାଇଛି। ବିଦେଶ ମନ୍ତ୍ରାଳୟ ମାଧ୍ୟମରେ ଆଙ୍ଗୋଲାସ୍ଥିତ ଭାରତୀୟ ଦୂତାବାସକୁ ଶ୍ରମିକଙ୍କ ସୁରକ୍ଷା ପାଇଁ ଅନୁରୋଧ କରାଯାଇଛି। ନିଯୁକ୍ତି ଦଲାଲଙ୍କ ବିରୋଧରେ କାର୍ଯ୍ୟାନୁଷ୍ଠାନ ପାଇଁ ପୋଲିସକୁ ନିର୍ଦ୍ଦେଶ ଦିଆଯାଇଛି। ଶ୍ରମିକଙ୍କ ପରିବାର ଲୋକେ ସରକାରଙ୍କ ଏହି ପଦକ୍ଷେପକୁ ସ୍ୱାଗତ କରିଛନ୍ତି। ଅବଶିଷ୍ଟ ଶ୍ରମିକମାନଙ୍କୁ ଶୀଘ୍ର ଫେରାଇ ଆଣିବା ପାଇଁ ଉଦ୍ୟମ ଜାରି ରହିଛି।: [1128, 1800, 1492, 1896]
- scorpio-icon: ♏: [1136, 482, 1178, 524]
- bed-shape: [771, 1107, 971, 1177]
- angola-body-left: କେନ୍ଦ୍ରାପଡ଼ା ଅଫିସ, ୧୯।୫-ଆଫ୍ରିକା ମହାଦେଶର ଆଙ୍ଗୋଲାରେ ନିର୍ଯ୍ୟାତିତ ହେଉଥିବା ଓଡ଼ିଆ ଶ୍ରମିକଙ୍କ ମଧ୍ୟରୁ ୨ ଜଣ ଶ୍ରମିକ ଶନିବାର ଘରକୁ ଫେରିଛନ୍ତି। ଏହି ଦୁଇଜଣ ହେଲେ କେନ୍ଦ୍ରାପଡ଼ା ଜିଲାର ସଞ୍ଜୟ ଓ ଅଭିରାମ। ମାସିକ ୧୫ ହଜାର ଟଙ୍କା ଦରମା ପ୍ରତିଶ୍ରୁତି ଦେଇ ଦଲାଲମାନେ ସେମାନଙ୍କୁ ଆଙ୍ଗୋଲା ନେଇଥିଲେ। ସେଠାରେ ସେମାନଙ୍କୁ ଦିନରାତି କାମ କରାଯାଉଥିଲା ଓ ଦରମା ଦିଆଯାଉନଥିଲା। ଖାଦ୍ୟ ଓ ରହିବା ବ୍ୟବସ୍ଥା ମଧ୍ୟ ଠିକ ନଥିଲା ବୋଲି ଶ୍ରମିକମାନେ ଅଭିଯୋଗ କରିଛନ୍ତି। ପାସପୋର୍ଟ ଜବତ କରି ରଖାଯାଇଥିବାରୁ ସେମାନେ ଫେରିପାରୁନଥିଲେ। ପରିବାର ଲୋକଙ୍କ ଅଭିଯୋଗ ପରେ ପ୍ରଶାସନ ଓ ଦୂତାବାସର ସହଯୋଗରେ ସେମାନେ ଫେରିପାରିଛନ୍ତି। ଏବେ ମଧ୍ୟ ସେଠାରେ ଅନେକ ଓଡ଼ିଆ ଶ୍ରମିକ ଫସି ରହିଥିବା ସେମାନେ କହିଛନ୍ତି। ଫେରିଥିବା ଶ୍ରମିକମାନେ ଦଲାଲଙ୍କ ବିରୋଧରେ ଥାନାରେ ଅଭିଯୋଗ କରିଛନ୍ତି। ପୋଲିସ ମାମଲା ରୁଜୁ କରି ତଦନ୍ତ ଆରମ୍ଭ କରିଛି। ଅବଶିଷ୍ଟ ଶ୍ରମିକଙ୍କୁ ଶୀଘ୍ର ଫେରାଇ ଆଣିବାକୁ ପରିବାର ଲୋକେ ଦାବି କରିଛନ୍ତି।: [375, 1651, 555, 1985]
- sign-text: ଆଜି ଆପଣଙ୍କ ପାଇଁ ମିଶ୍ର ଫଳଦାୟକ ଦିନ। ଚାକିରିରେ ପଦୋନ୍ନତିର ସମ୍ଭାବନା ରହିଛି। ଅଯଥା ବିବାଦରୁ ଦୂରେଇ ରୁହନ୍ତୁ।: [1184, 194, 1485, 219]
- flowers-icon: ✿: [207, 528, 231, 561]
- maternal-headline: ଗର୍ଭବତୀଙ୍କ ମୃତ୍ୟୁକୁ ନେଇ ଉତ୍ତେଜନା: [375, 910, 1120, 971]
- maoist-headline: ମାଓବାଦୀ ଆକ୍ରମଣରେ ଯବାନ ଗୁରୁତର: [745, 36, 1115, 67]
- balloons-icon: ⚬⚬: [20, 502, 64, 532]
- sign-capricorn: [1136, 578, 1484, 620]
- sign-leo: [1136, 338, 1484, 380]
- sign-name: ମକର:: [1184, 578, 1212, 590]
- ad-code: D-77520: [14, 690, 49, 699]
- ad-photo: [90, 746, 168, 841]
- maternal-story: [375, 910, 1120, 1570]
- birthday-coupon-box: [8, 36, 738, 219]
- coupon-form-age[interactable]: ବୟସ..............................: [18, 122, 159, 136]
- almanac-text: ଆଜି ରବିବାର, ଜ୍ୟେଷ୍ଠ କୃଷ୍ଣ ପକ୍ଷ, ଅମାବାସ୍ୟା ତିଥି। ସୂର୍ଯ୍ୟୋଦୟ ପ୍ରାତଃ ୫ଟା ୧୫ ମିନିଟ, ସୂର୍ଯ୍ୟାସ୍ତ ସନ୍ଧ୍ୟା ୬ଟା ୨୮ ମିନିଟ।: [1136, 727, 1484, 752]
- memorial-photo: [38, 1668, 138, 1793]
- leo-icon: ♌: [1136, 338, 1178, 380]
- ad-code: D-77420: [14, 920, 49, 929]
- sign-virgo: [1136, 386, 1484, 428]
